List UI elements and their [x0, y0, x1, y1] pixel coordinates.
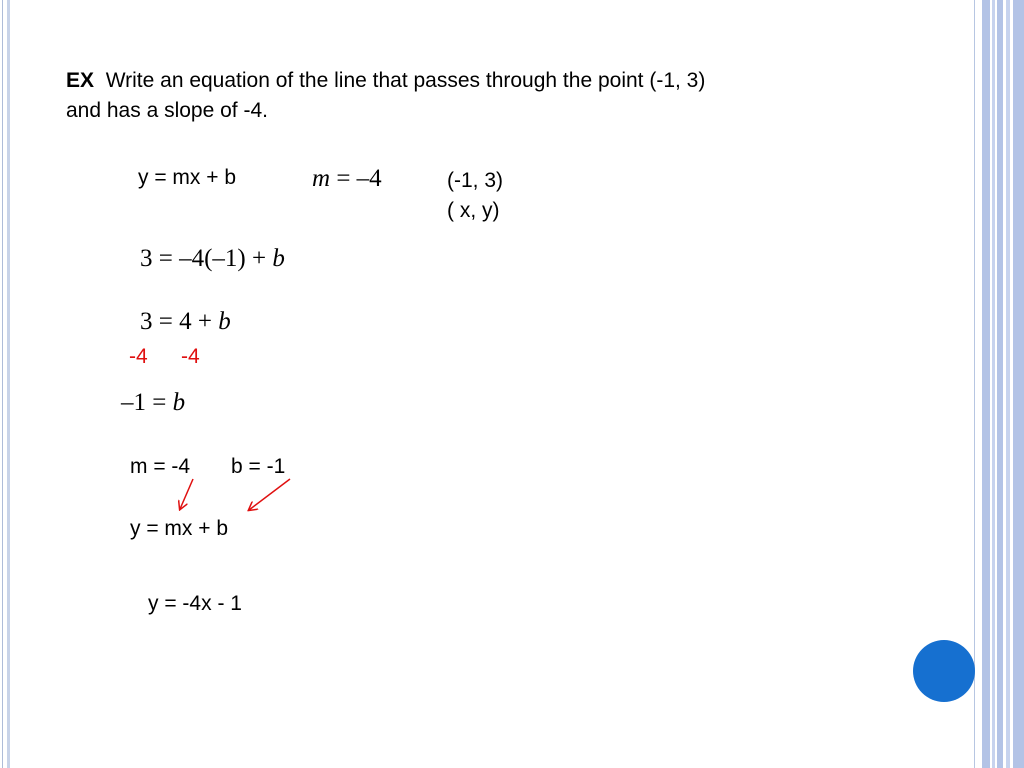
- formula-again: y = mx + b: [130, 517, 229, 540]
- decorative-circle: [913, 640, 975, 702]
- simplify-step: [140, 309, 231, 334]
- slope-variable: m: [312, 165, 331, 192]
- slope-value: = –4: [330, 165, 382, 192]
- substitution-step: [140, 246, 285, 271]
- right-border-stripe: [974, 0, 975, 768]
- right-border-stripe: [982, 0, 990, 768]
- left-border-line: [2, 0, 3, 768]
- right-border-stripe: [1006, 0, 1010, 768]
- slope-result: m = -4: [130, 455, 191, 478]
- arrow-b: [249, 479, 290, 510]
- given-point: (-1, 3): [447, 169, 504, 192]
- point-variables: ( x, y): [447, 199, 500, 222]
- arrow-m: [180, 479, 193, 509]
- intercept-result: b = -1: [231, 455, 286, 478]
- slope-equation: [312, 166, 382, 191]
- left-border-line: [7, 0, 10, 768]
- right-border-stripe: [1013, 0, 1024, 768]
- problem-statement: [66, 66, 866, 126]
- simplify-expression: 3 = 4 +: [140, 308, 219, 335]
- right-border-stripe: [997, 0, 1003, 768]
- substitution-expression: 3 = –4(–1) +: [140, 245, 273, 272]
- intercept-variable: b: [218, 308, 231, 335]
- example-label: EX: [66, 69, 95, 92]
- subtract-left-annotation: -4: [129, 345, 148, 368]
- slope-intercept-formula: y = mx + b: [138, 166, 237, 189]
- final-equation: y = -4x - 1: [148, 592, 242, 615]
- problem-text-line-2: and has a slope of -4.: [66, 99, 268, 122]
- right-border-stripe: [992, 0, 995, 768]
- problem-text-line-1: Write an equation of the line that passes through the point (-1, 3): [105, 69, 706, 92]
- subtract-right-annotation: -4: [181, 345, 200, 368]
- solution-step: [121, 390, 185, 415]
- intercept-variable: b: [272, 245, 285, 272]
- solution-expression: –1 =: [121, 389, 173, 416]
- intercept-variable: b: [172, 389, 186, 416]
- problem-line-1: [66, 66, 866, 96]
